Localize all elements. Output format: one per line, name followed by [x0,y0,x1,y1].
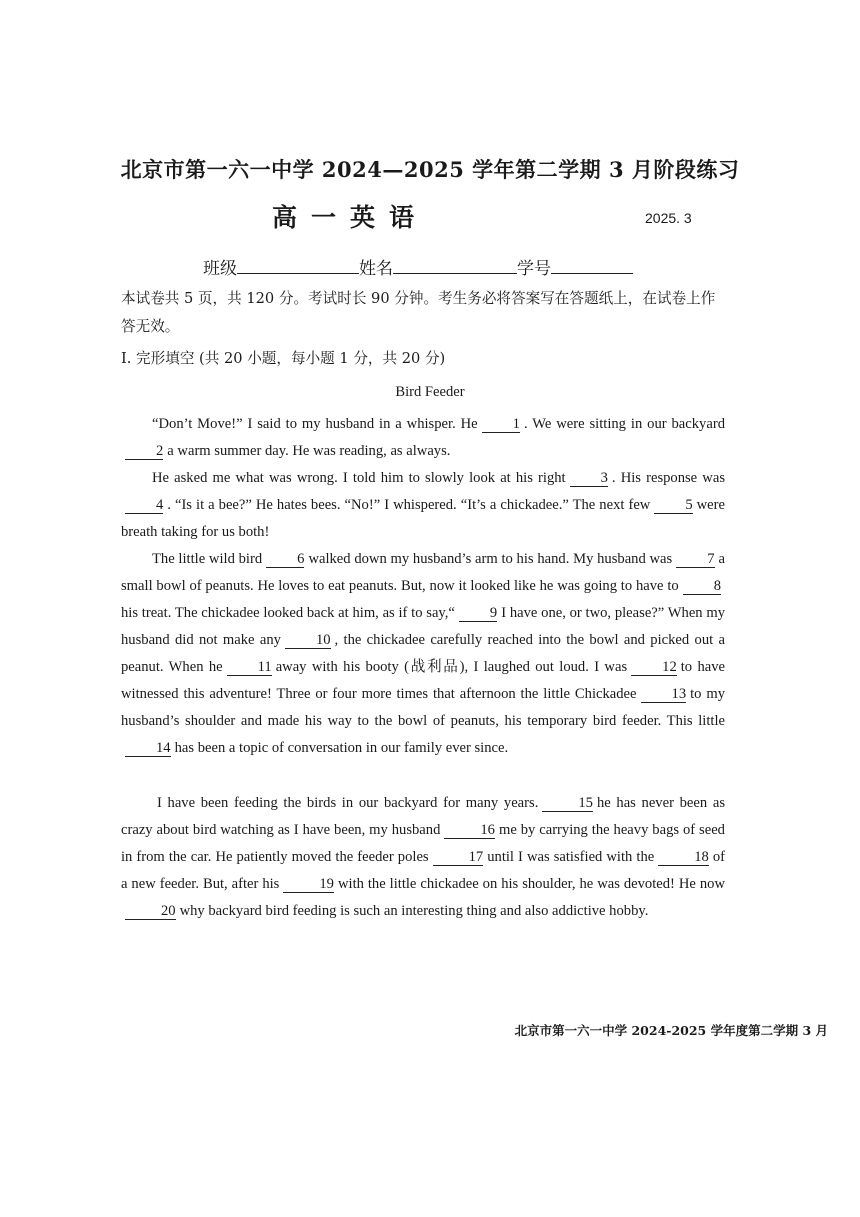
blank-15: 15 [542,796,593,812]
text-run: He asked me what was wrong. I told him to slowly look at his right [152,470,566,486]
blank-17: 17 [433,850,484,866]
text-run: he has never been as crazy about bird watching as I have been, my husband [121,795,726,838]
text-run: me by carrying the heavy bags of seed in from the car. He patiently moved the feeder poles [121,822,725,865]
class-label: 班级 [203,259,237,279]
blank-14: 14 [125,741,171,757]
text-run: with the little chickadee on his shoulder, he was devoted! He now [337,876,725,892]
text-run: his treat. The chickadee looked back at him, as if to say,“ [121,605,455,621]
text-run: walked down my husband’s arm to his hand. My husband was [308,551,673,567]
blank-4: 4 [125,498,163,514]
student-id-field[interactable] [551,255,633,274]
class-field[interactable] [237,255,359,274]
text-run: . We were sitting in our backyard [523,416,725,432]
text-run: I have been feeding the birds in our backyard for many years. [157,795,539,811]
exam-title: 北京市第一六一中学 2024—2025 学年第二学期 3 月阶段练习 [120,157,740,182]
text-run: . “Is it a bee?” He hates bees. “No!” I whispered. “It’s a chickadee.” The next few [167,497,651,513]
text-run: . His response was [611,470,725,486]
text-run: of a new feeder. But, after his [121,849,725,892]
text-run: a warm summer day. He was reading, as always. [167,443,451,459]
exam-date: 2025. 3 [645,210,692,226]
blank-9: 9 [459,606,497,622]
blank-20: 20 [125,904,176,920]
blank-16: 16 [444,823,495,839]
page-footer: 北京市第一六一中学 2024-2025 学年度第二学期 3 月 [514,1023,828,1038]
text-run: to have witnessed this adventure! Three or four more times that afternoon the little Chickadee [121,659,725,702]
name-label: 姓名 [359,259,393,279]
text-run: why backyard bird feeding is such an interesting thing and also addictive hobby. [179,903,649,919]
passage-title: Bird Feeder [395,384,465,400]
text-run: The little wild bird [152,551,263,567]
paragraph-4 [121,790,725,925]
blank-6: 6 [266,552,304,568]
blank-5: 5 [654,498,692,514]
blank-10: 10 [285,633,331,649]
id-label: 学号 [517,259,551,279]
text-run: has been a topic of conversation in our family ever since. [174,740,509,756]
blank-18: 18 [658,850,709,866]
paragraph-2 [121,465,725,546]
text-run: away with his booty (战利品), I laughed out loud. I was [275,659,628,675]
paragraph-3 [121,546,725,762]
blank-1: 1 [482,417,520,433]
text-run: , the chickadee carefully reached into the bowl and picked out a peanut. When he [121,632,725,675]
blank-3: 3 [570,471,608,487]
exam-notice: 本试卷共 5 页，共 120 分。考试时长 90 分钟。考生务必将答案写在答题纸上，在试卷上作答无效。 [121,290,716,335]
text-run: I have one, or two, please?” When my husband did not make any [121,605,726,648]
text-run: a small bowl of peanuts. He loves to eat peanuts. But, now it looked like he was going to have to [121,551,725,594]
subject-title: 高一英语 [272,203,429,232]
blank-8: 8 [683,579,721,595]
text-run: “Don’t Move!” I said to my husband in a whisper. He [152,416,478,432]
blank-13: 13 [641,687,687,703]
blank-11: 11 [227,660,272,676]
section-heading: I. 完形填空 (共 20 小题，每小题 1 分，共 20 分) [121,350,446,367]
paragraph-1 [121,411,725,465]
text-run: to my husband’s shoulder and made his way to the bowl of peanuts, his temporary bird feeder. This little [121,686,725,729]
name-field[interactable] [393,255,517,274]
blank-7: 7 [676,552,714,568]
text-run: until I was satisfied with the [487,849,655,865]
blank-2: 2 [125,444,163,460]
blank-12: 12 [631,660,677,676]
text-run: were breath taking for us both! [121,497,725,540]
student-info-fields [203,254,633,279]
blank-19: 19 [283,877,334,893]
